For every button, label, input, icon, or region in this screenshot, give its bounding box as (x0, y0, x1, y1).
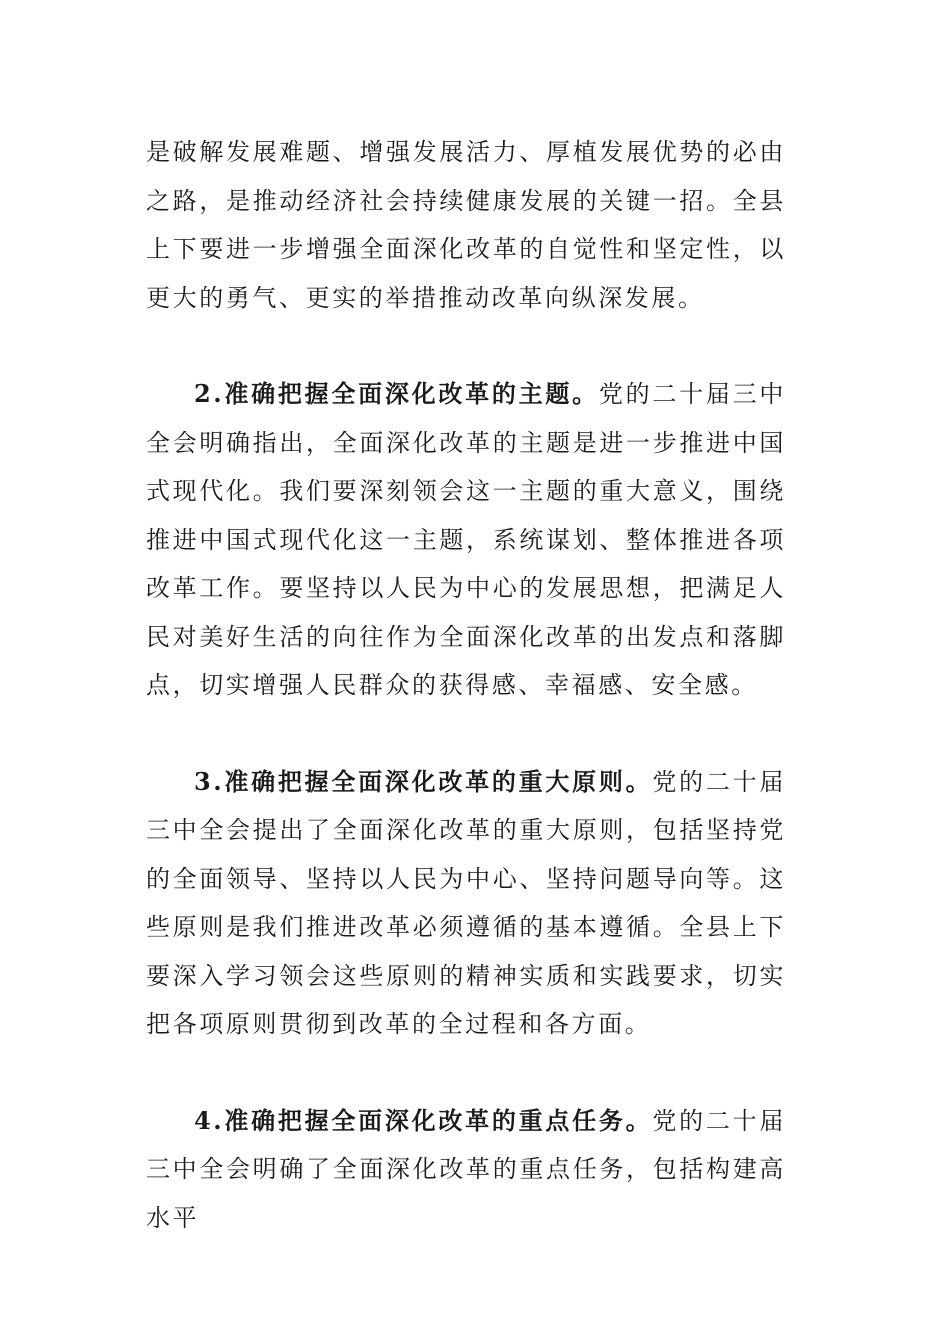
paragraph-2-title: 2.准确把握全面深化改革的主题。 (194, 379, 599, 408)
paragraph-4-body: 党的二十届三中全会明确了全面深化改革的重点任务，包括构建高水平 (146, 1106, 787, 1232)
paragraph-3-title: 3.准确把握全面深化改革的重大原则。 (194, 766, 653, 796)
document-body (146, 128, 786, 1290)
paragraph-2-body: 党的二十届三中全会明确指出，全面深化改革的主题是进一步推进中国式现代化。我们要深刻领会这一主题的重大意义，围绕推进中国式现代化这一主题，系统谋划、整体推进各项改革工作。要坚持以人民为中心的发展思想，把满足人民对美好生活的向往作为全面深化改革的出发点和落脚点，切实增强人民群众的获得感、幸福感、安全感。 (146, 380, 787, 699)
paragraph-1-body: 是破解发展难题、增强发展活力、厚植发展优势的必由之路，是推动经济社会持续健康发展的关键一招。全县上下要进一步增强全面深化改革的自觉性和坚定性，以更大的勇气、更实的举措推动改革向纵深发展。 (146, 138, 786, 312)
paragraph-4-title: 4.准确把握全面深化改革的重点任务。 (194, 1105, 653, 1135)
paragraph-4 (146, 1097, 786, 1243)
paragraph-1 (146, 128, 786, 322)
paragraph-3-body: 党的二十届三中全会提出了全面深化改革的重大原则，包括坚持党的全面领导、坚持以人民为中心、坚持问题导向等。这些原则是我们推进改革必须遵循的基本遵循。全县上下要深入学习领会这些原则的精神实质和实践要求，切实把各项原则贯彻到改革的全过程和各方面。 (146, 767, 787, 1038)
paragraph-3 (146, 758, 786, 1049)
paragraph-2 (146, 370, 786, 710)
